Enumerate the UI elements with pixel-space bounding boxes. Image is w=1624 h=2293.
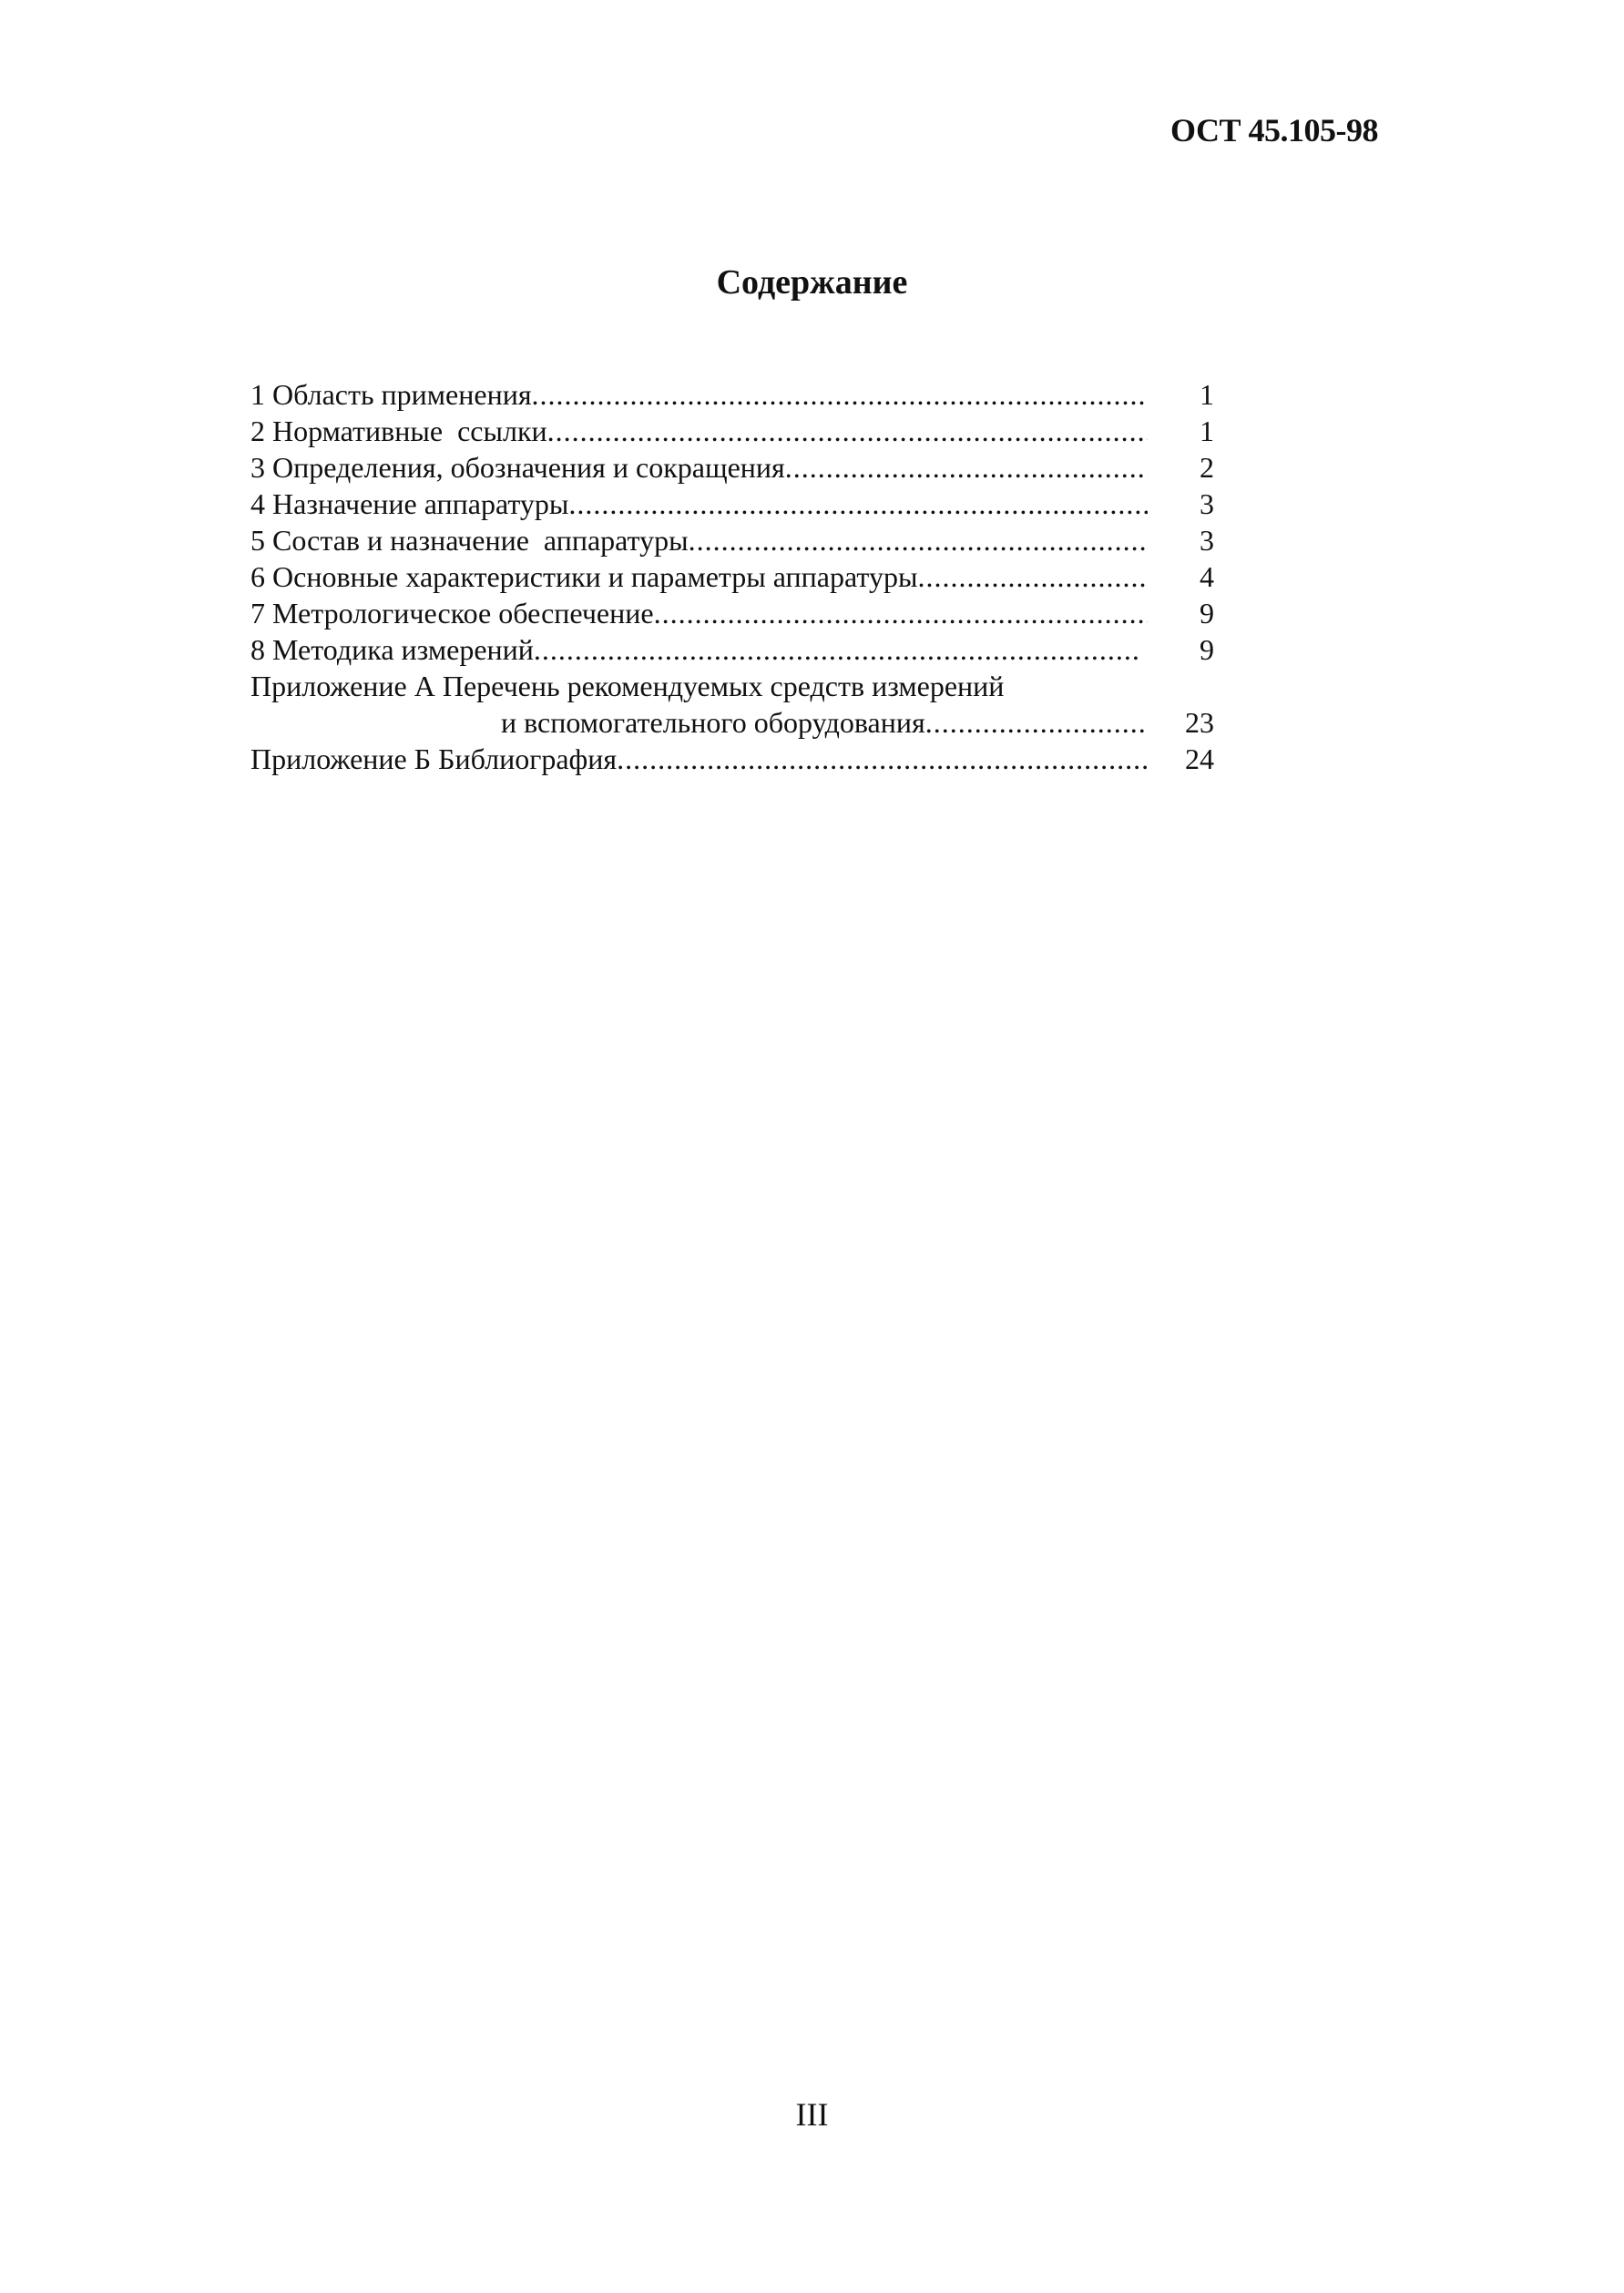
toc-entry-label: 1 Область применения bbox=[250, 378, 532, 411]
table-of-contents bbox=[250, 376, 1214, 777]
toc-entry-label: 5 Состав и назначение аппаратуры bbox=[250, 524, 689, 557]
toc-entry-label: 4 Назначение аппаратуры bbox=[250, 487, 569, 520]
toc-entry-label: 3 Определения, обозначения и сокращения bbox=[250, 451, 785, 484]
toc-entry bbox=[250, 595, 1214, 631]
toc-entry bbox=[250, 486, 1214, 522]
toc-entry-label: 7 Метрологическое обеспечение bbox=[250, 597, 654, 630]
page-number: III bbox=[795, 2096, 829, 2133]
toc-title: Содержание bbox=[716, 263, 908, 302]
toc-entry-label: Приложение А Перечень рекомендуемых средств измерений bbox=[250, 670, 1005, 702]
toc-leader-dots bbox=[617, 741, 1148, 777]
toc-leader-dots bbox=[689, 522, 1148, 558]
toc-entry bbox=[250, 741, 1214, 777]
toc-entry-label: Приложение Б Библиография bbox=[250, 742, 618, 775]
toc-entry-page: 4 bbox=[1200, 560, 1214, 593]
toc-entry-page: 23 bbox=[1185, 706, 1214, 739]
toc-entry-label: 6 Основные характеристики и параметры аппаратуры bbox=[250, 560, 918, 593]
toc-entry-page: 3 bbox=[1200, 487, 1214, 520]
toc-leader-dots bbox=[925, 704, 1148, 741]
toc-entry-page: 9 bbox=[1200, 633, 1214, 666]
toc-entry-label-continuation: и вспомогательного оборудования bbox=[501, 706, 925, 739]
toc-entry bbox=[250, 413, 1214, 449]
toc-entry-page: 3 bbox=[1200, 524, 1214, 557]
toc-leader-dots bbox=[547, 413, 1148, 449]
toc-leader-dots bbox=[917, 558, 1148, 595]
toc-entry-page: 2 bbox=[1200, 451, 1214, 484]
toc-entry bbox=[250, 558, 1214, 595]
toc-entry-label: 2 Нормативные ссылки bbox=[250, 415, 547, 447]
toc-leader-dots bbox=[534, 631, 1139, 668]
toc-entry-continuation bbox=[250, 704, 1214, 741]
toc-entry bbox=[250, 631, 1214, 668]
toc-entry-page: 24 bbox=[1185, 742, 1214, 775]
toc-entry bbox=[250, 522, 1214, 558]
toc-leader-dots bbox=[532, 376, 1148, 413]
toc-entry bbox=[250, 376, 1214, 413]
toc-entry bbox=[250, 449, 1214, 486]
toc-entry-page: 1 bbox=[1200, 378, 1214, 411]
toc-leader-dots bbox=[785, 449, 1148, 486]
toc-entry-label: 8 Методика измерений bbox=[250, 633, 534, 666]
toc-leader-dots bbox=[568, 486, 1148, 522]
toc-entry-page: 9 bbox=[1200, 597, 1214, 630]
toc-entry-page: 1 bbox=[1200, 415, 1214, 447]
toc-leader-dots bbox=[654, 595, 1148, 631]
toc-entry-appendix-a bbox=[250, 668, 1214, 704]
document-code: ОСТ 45.105-98 bbox=[1170, 112, 1378, 148]
